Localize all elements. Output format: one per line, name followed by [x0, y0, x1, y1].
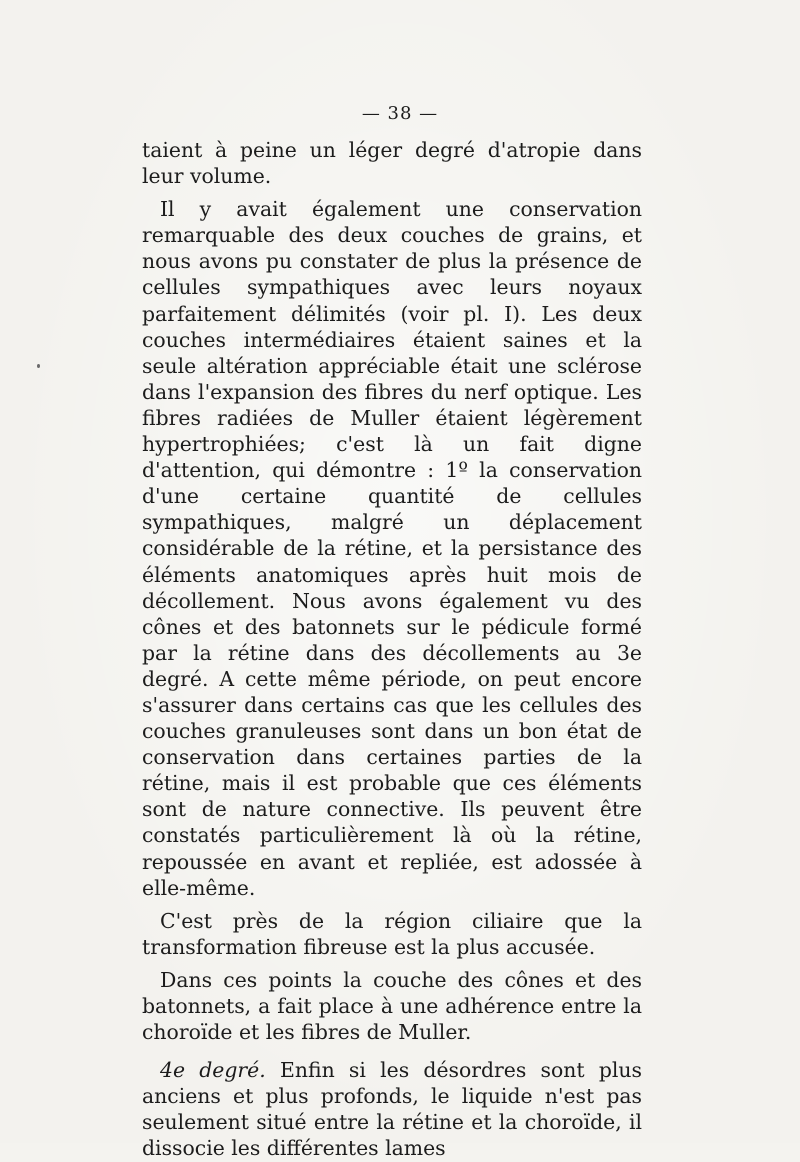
page-number: — 38 —: [361, 103, 439, 124]
margin-speck: [37, 364, 40, 368]
paragraph-conservation: Il y avait également une conservation remarquable des deux couches de grains, et nous avons pu constater de plus la présence de cellules sympathiques avec leurs noyaux parfaitement délimités (voir pl. I). Les deux couches intermédiaires étaient saines et la seule altération appréciable était une sclérose dans l'expansion des fibres du nerf optique. Les fibres radiées de Muller étaient légèrement hypertrophiées; c'est là un fait digne d'attention, qui démontre : 1º la conservation d'une certaine quantité de cellules sympathiques, malgré un déplacement considérable de la rétine, et la persistance des éléments anatomiques après huit mois de décollement. Nous avons également vu des cônes et des batonnets sur le pédicule formé par la rétine dans des décollements au 3e degré. A cette même période, on peut encore s'assurer dans certains cas que les cellules des couches granuleuses sont dans un bon état de conservation dans certaines parties de la rétine, mais il est probable que ces éléments sont de nature connective. Ils peuvent être constatés particulièrement là où la rétine, repoussée en avant et repliée, est adossée à elle-même.: [142, 197, 642, 900]
paragraph-fourth-degree: [142, 1057, 642, 1161]
body-text: [142, 137, 642, 1162]
paragraph-ciliary-region: C'est près de la région ciliaire que la transformation fibreuse est la plus accusée.: [142, 908, 642, 959]
paragraph-continuation: taient à peine un léger degré d'atropie dans leur volume.: [142, 138, 642, 189]
fourth-degree-text: Enfin si les désordres sont plus anciens et plus profonds, le liquide n'est pas seulement situé entre la rétine et la choroïde, il dissocie les différentes lames: [142, 1058, 642, 1161]
fourth-degree-label: 4e degré.: [160, 1058, 266, 1083]
paragraph-adhesion: Dans ces points la couche des cônes et des batonnets, a fait place à une adhérence entre la choroïde et les fibres de Muller.: [142, 967, 642, 1045]
